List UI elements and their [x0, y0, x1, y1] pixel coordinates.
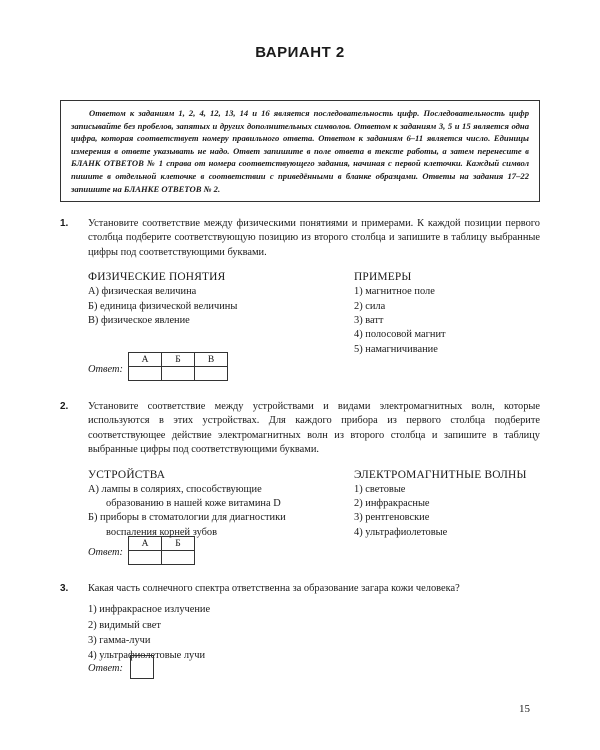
task-question: Какая часть солнечного спектра ответственна за образование загара кожи человека?	[88, 583, 460, 594]
right-item: 2) инфракрасные	[354, 498, 430, 510]
answer-label: Ответ:	[88, 364, 123, 375]
answer-letter: А	[129, 353, 162, 367]
answer-cell[interactable]	[162, 551, 195, 565]
answer-letter: А	[129, 537, 162, 551]
task-question: Установите соответствие между физическими понятиями и примерами. К каждой позиции первого столбца подберите соответствующую позицию из второго столбца и запишите в таблицу выбранные цифры под соответствующими буквами.	[88, 218, 540, 258]
page-number: 15	[519, 703, 530, 715]
right-column	[354, 468, 527, 541]
left-column	[88, 270, 237, 328]
answer-letter: Б	[162, 353, 195, 367]
task-question: Установите соответствие между устройствами и видами электромагнитных волн, которые используются в этих устройствах. Для каждого прибора из первого столбца подберите соответствующее действие электромагнитных волн из второго столбца и запишите в таблицу выбранные цифры под соответствующими буквами.	[88, 401, 540, 456]
right-column-header: ЭЛЕКТРОМАГНИТНЫЕ ВОЛНЫ	[354, 468, 527, 481]
task-3	[60, 582, 540, 663]
answer-table-1	[128, 352, 228, 381]
task-number: 2.	[60, 401, 69, 412]
left-item: воспаления корней зубов	[106, 526, 218, 538]
right-item: 2) сила	[354, 300, 386, 312]
answer-cell[interactable]	[129, 367, 162, 381]
answer-cell[interactable]	[162, 367, 195, 381]
right-column-header: ПРИМЕРЫ	[354, 271, 412, 284]
answer-box-3[interactable]	[130, 655, 154, 679]
answer-option: 2) видимый свет	[88, 619, 161, 631]
answer-option: 4) ультрафиолетовые лучи	[88, 650, 206, 662]
right-item: 3) рентгеновские	[354, 512, 430, 524]
right-item: 3) ватт	[354, 315, 384, 327]
right-item: 4) полосовой магнит	[354, 329, 446, 341]
left-item: Б) приборы в стоматологии для диагностики	[88, 512, 286, 524]
variant-title: ВАРИАНТ 2	[255, 44, 345, 61]
matching-columns	[88, 468, 540, 538]
task-number: 1.	[60, 218, 69, 229]
task-2	[60, 400, 540, 538]
right-item: 1) световые	[354, 483, 406, 495]
task-1	[60, 217, 540, 362]
left-column-header: ФИЗИЧЕСКИЕ ПОНЯТИЯ	[88, 271, 226, 284]
left-column-header: УСТРОЙСТВА	[88, 468, 166, 481]
matching-columns	[88, 270, 540, 362]
answer-letter: В	[195, 353, 228, 367]
task-number: 3.	[60, 583, 69, 594]
answer-label: Ответ:	[88, 663, 123, 674]
left-item: Б) единица физической величины	[88, 300, 238, 312]
left-item: А) лампы в соляриях, способствующие	[88, 483, 262, 495]
answer-letter: Б	[162, 537, 195, 551]
left-column	[88, 468, 338, 541]
left-item: В) физическое явление	[88, 315, 190, 327]
answer-table-2	[128, 536, 195, 565]
right-item: 1) магнитное поле	[354, 286, 435, 298]
left-item: А) физическая величина	[88, 286, 197, 298]
right-item: 4) ультрафиолетовые	[354, 526, 448, 538]
right-item: 5) намагничивание	[354, 343, 438, 355]
instructions-box: Ответом к заданиям 1, 2, 4, 12, 13, 14 и 16 является последовательность цифр. Последовательность цифр записывайте без пробелов, запятых и других дополнительных символов. Ответом к заданиям 3, 5 и 15 является одна цифра, которая соответствует номеру правильного ответа. Ответом к заданиям 6–11 является число. Единицы измерения в ответе указывать не надо. Ответ запишите в поле ответа в тексте работы, а затем перенесите в БЛАНК ОТВЕТОВ № 1 справа от номера соответствующего задания, начиная с первой клеточки. Каждый символ пишите в отдельной клеточке в соответствии с приведёнными в бланке образцами. Ответы на задания 17–22 запишите на БЛАНКЕ ОТВЕТОВ № 2.	[60, 100, 540, 202]
answer-cell[interactable]	[195, 367, 228, 381]
answer-option: 1) инфракрасное излучение	[88, 604, 211, 616]
left-item: образованию в нашей коже витамина D	[106, 498, 281, 510]
answer-label: Ответ:	[88, 547, 123, 558]
right-column	[354, 270, 446, 357]
answer-cell[interactable]	[129, 551, 162, 565]
answer-option: 3) гамма-лучи	[88, 634, 151, 646]
